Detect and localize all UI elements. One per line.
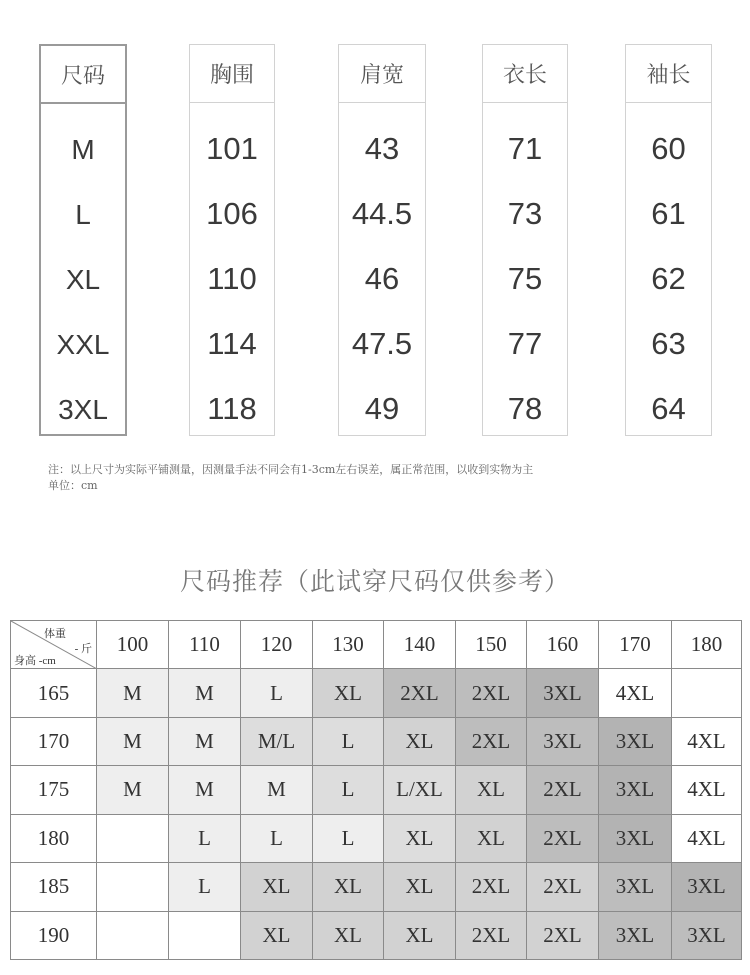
column-header: 肩宽 [339, 45, 425, 103]
size-recommendation-cell: M [169, 669, 241, 717]
weight-header: 130 [313, 621, 384, 669]
value-cell: 71 [507, 130, 543, 166]
size-recommendation-cell: M/L [241, 717, 313, 765]
size-recommendation-cell: 3XL [599, 814, 672, 862]
size-recommendation-cell: L [241, 669, 313, 717]
size-recommendation-cell: 2XL [527, 863, 599, 911]
size-recommendation-cell: 3XL [672, 911, 742, 959]
value-cell: 73 [507, 195, 543, 231]
value-cell: 44.5 [351, 195, 413, 231]
header-row [11, 621, 742, 669]
sleeve-column [625, 44, 712, 436]
size-cell: XXL [56, 328, 110, 360]
size-recommendation-cell: 3XL [599, 766, 672, 814]
table-row [11, 863, 742, 911]
size-recommendation-cell [97, 911, 169, 959]
size-recommendation-cell: 2XL [527, 814, 599, 862]
size-recommendation-cell: XL [456, 766, 527, 814]
table-row [11, 717, 742, 765]
recommendation-title: 尺码推荐（此试穿尺码仅供参考） [179, 567, 570, 596]
value-cell: 60 [651, 130, 686, 166]
size-cell: L [75, 198, 91, 230]
weight-header: 120 [241, 621, 313, 669]
value-cell: 110 [207, 260, 257, 296]
table-row [11, 766, 742, 814]
weight-header: 110 [169, 621, 241, 669]
size-recommendation-cell: XL [241, 863, 313, 911]
value-cell: 106 [206, 195, 258, 231]
size-recommendation-cell: 2XL [456, 717, 527, 765]
value-cell: 61 [651, 195, 686, 231]
column-header: 胸围 [190, 45, 274, 103]
value-cell: 114 [207, 325, 257, 361]
height-cell: 170 [11, 717, 97, 765]
size-recommendation-cell [97, 863, 169, 911]
unit-line: 单位：cm [48, 479, 98, 492]
size-recommendation-cell [672, 669, 742, 717]
size-recommendation-cell: 2XL [456, 911, 527, 959]
value-cell: 77 [507, 325, 543, 361]
size-recommendation-cell: XL [384, 911, 456, 959]
size-recommendation-cell [97, 814, 169, 862]
size-recommendation-cell: M [169, 717, 241, 765]
size-recommendation-cell [169, 911, 241, 959]
size-cell: 3XL [58, 393, 108, 425]
height-cell: 190 [11, 911, 97, 959]
value-cell: 49 [364, 390, 400, 426]
size-recommendation-cell: XL [384, 717, 456, 765]
size-recommendation-cell: 3XL [599, 911, 672, 959]
size-recommendation-cell: L [313, 766, 384, 814]
weight-label: 体重 [44, 628, 66, 640]
size-recommendation-cell: 3XL [599, 717, 672, 765]
size-recommendation-cell: L [241, 814, 313, 862]
size-recommendation-cell: 4XL [672, 766, 742, 814]
size-recommendation-cell: M [97, 717, 169, 765]
value-cell: 64 [651, 390, 686, 426]
size-recommendation-cell: 2XL [527, 766, 599, 814]
value-cell: 47.5 [351, 325, 413, 361]
size-recommendation-cell: L [169, 863, 241, 911]
value-cell: 118 [207, 390, 257, 426]
size-recommendation-cell: M [169, 766, 241, 814]
size-recommendation-cell: L/XL [384, 766, 456, 814]
size-recommendation-cell: XL [384, 863, 456, 911]
table-row [11, 669, 742, 717]
weight-header: 100 [97, 621, 169, 669]
size-recommendation-cell: 3XL [527, 669, 599, 717]
value-cell: 43 [364, 130, 400, 166]
size-recommendation-cell: 4XL [599, 669, 672, 717]
size-column [39, 44, 127, 436]
column-header: 袖长 [626, 45, 711, 103]
size-recommendation-cell: M [241, 766, 313, 814]
size-recommendation-cell: 4XL [672, 717, 742, 765]
size-recommendation-cell: L [313, 814, 384, 862]
weight-unit-label: - 斤 [74, 643, 92, 655]
size-recommendation-cell: 2XL [456, 669, 527, 717]
size-recommendation-cell: XL [456, 814, 527, 862]
note-line: 注：以上尺寸为实际平铺测量，因测量手法不同会有1-3cm左右误差，属正常范围，以收到实物为主 [48, 463, 534, 476]
value-cell: 63 [651, 325, 686, 361]
size-recommendation-cell: XL [241, 911, 313, 959]
length-column [482, 44, 568, 436]
size-recommendation-cell: 2XL [384, 669, 456, 717]
size-recommendation-cell: L [169, 814, 241, 862]
size-recommendation-cell: 3XL [599, 863, 672, 911]
height-cell: 185 [11, 863, 97, 911]
size-recommendation-cell: XL [313, 863, 384, 911]
size-recommendation-cell: 2XL [456, 863, 527, 911]
column-header: 衣长 [483, 45, 567, 103]
value-cell: 78 [507, 390, 543, 426]
height-cell: 175 [11, 766, 97, 814]
height-cell: 180 [11, 814, 97, 862]
size-recommendation-cell: L [313, 717, 384, 765]
size-recommendation-cell: 3XL [672, 863, 742, 911]
size-recommendation-cell: 2XL [527, 911, 599, 959]
size-recommendation-cell: M [97, 766, 169, 814]
size-recommendation-cell: 4XL [672, 814, 742, 862]
measurement-note [48, 462, 533, 494]
weight-header: 170 [599, 621, 672, 669]
weight-header: 140 [384, 621, 456, 669]
weight-header: 160 [527, 621, 599, 669]
column-header: 尺码 [41, 46, 125, 104]
value-cell: 75 [507, 260, 543, 296]
table-row [11, 814, 742, 862]
height-cell: 165 [11, 669, 97, 717]
size-cell: M [71, 133, 95, 165]
size-recommendation-cell: 3XL [527, 717, 599, 765]
size-recommendation-cell: XL [313, 669, 384, 717]
chest-column [189, 44, 275, 436]
corner-cell [11, 621, 97, 669]
size-recommendation-cell: M [97, 669, 169, 717]
size-cell: XL [65, 263, 101, 295]
height-label: 身高 -cm [14, 655, 56, 667]
shoulder-column [338, 44, 426, 436]
size-recommendation-cell: XL [313, 911, 384, 959]
value-cell: 46 [364, 260, 400, 296]
recommendation-table [10, 620, 742, 960]
size-recommendation-cell: XL [384, 814, 456, 862]
table-row [11, 911, 742, 959]
weight-header: 180 [672, 621, 742, 669]
value-cell: 62 [651, 260, 686, 296]
weight-header: 150 [456, 621, 527, 669]
value-cell: 101 [206, 130, 258, 166]
